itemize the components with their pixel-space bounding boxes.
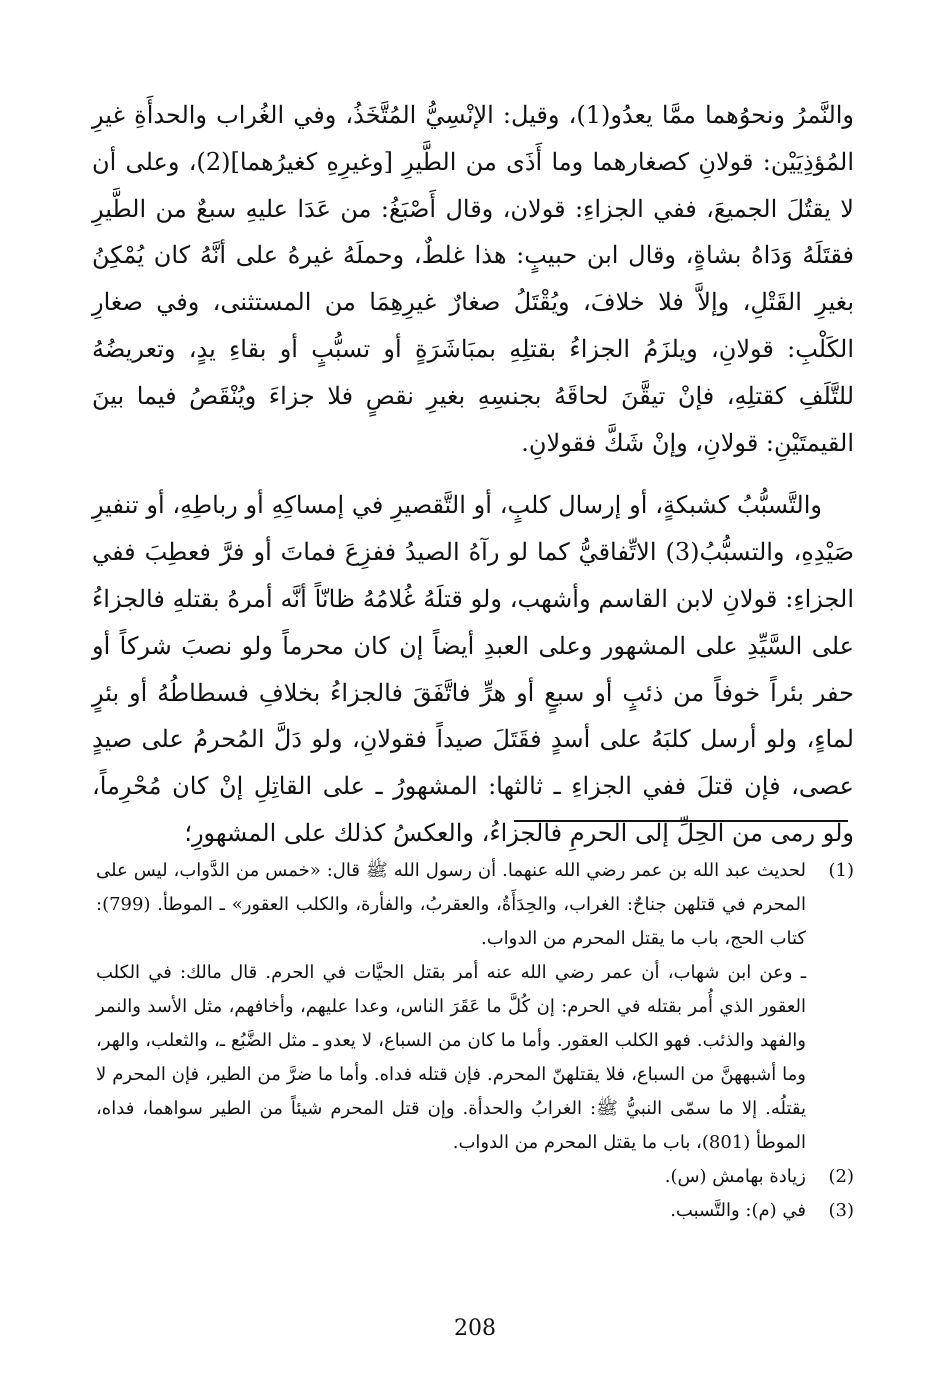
footnote <box>96 854 854 1160</box>
footnote-text: في (م): والتَّسبب. <box>670 1200 806 1221</box>
body-paragraph: والتَّسبُّبُ كشبكةٍ، أو إرسال كلبٍ، أو التَّقصيرِ في إمساكِهِ أو رباطِهِ، أو تنفيرِ صَيْدِهِ، والتسبُّبُ(3) الاتِّفاقيُّ كما لو رآهُ الصيدُ ففزِعَ فماتَ أو فرَّ فعطِبَ ففي الجزاءِ: قولانِ لابن القاسم وأشهب، ولو قتلَهُ غُلامُهُ ظانّاً أنَّه أمرهُ بقتلهِ فالجزاءُ على السَّيِّدِ على المشهور وعلى العبدِ أيضاً إن كان محرماً ولو نصبَ شركاً أو حفر بئراً خوفاً من ذئبٍ أو سبعٍ أو هرٍّ فاتَّفَقَ فالجزاءُ بخلافِ فسطاطُهُ أو بئرٍ لماءٍ، ولو أرسل كلبَهُ على أسدٍ فقَتَلَ صيداً فقولانِ، ولو دَلَّ المُحرمُ على صيدٍ عصى، فإن قتلَ ففي الجزاءِ ـ ثالثها: المشهورُ ـ على القاتِلِ إنْ كان مُحْرِماً، ولو رمى من الحِلِّ إلى الحرمِ فالجزاءُ، والعكسُ كذلك على المشهورِ؛ <box>92 491 855 847</box>
footnote-divider <box>514 820 848 822</box>
footnotes <box>96 854 854 1228</box>
page-number: 208 <box>454 1316 496 1341</box>
footnote-number: (1) <box>828 860 854 881</box>
footnote <box>96 1194 854 1228</box>
footnote-text: لحديث عبد الله بن عمر رضي الله عنهما. أن رسول الله ﷺ قال: «خمس من الدَّواب، ليس على المحرم في قتلهن جناحٌ: الغراب، والحِدَأَةُ، والعقربُ، والفأرة، والكلب العقور» ـ الموطأ. (799): كتاب الحج، باب ما يقتل المحرم من الدواب. <box>96 860 806 949</box>
footnote-text: ـ وعن ابن شهاب، أن عمر رضي الله عنه أمر بقتل الحيَّات في الحرم. قال مالك: في الكلب العقور الذي أُمر بقتله في الحرم: إن كُلَّ ما عَقَرَ الناس، وعدا عليهم، وأخافهم، مثل الأسد والنمر والفهد والذئب. فهو الكلب العقور. وأما ما كان من السباع، لا يعدو ـ مثل الضَّبُع ـ، والثعلب، والهر، وما أشبههنَّ من السباع، فلا يقتلهنّ المحرم. فإن قتله فداه. وأما ما ضرَّ من الطير، فإن المحرم لا يقتلُه. إلا ما سمّى النبيُّ ﷺ: الغرابُ والحدأة. وإن قتل المحرم شيئاً من الطير سواهما، فداه، الموطأ (801)، باب ما يقتل المحرم من الدواب. <box>96 962 806 1153</box>
footnote <box>96 1160 854 1194</box>
body-paragraph: والنَّمرُ ونحوُهما ممَّا يعدُو(1)، وقيل: الإنْسِيُّ المُتَّخَذُ، وفي الغُراب والحدأَةِ غيرِ المُؤذِيَيْن: قولانِ كصغارهما وما أَذَى من الطَّيرِ [وغيرِهِ كغيرُهما](2)، وعلى أن لا يقتُلَ الجميعَ، ففي الجزاءِ: قولان، وقال أَصْبَغُ: من عَدَا عليهِ سبعٌ من الطَّيرِ فقتَلَهُ وَدَاهُ بشاةٍ، وقال ابن حبيبٍ: هذا غلطٌ، وحملَهُ غيرهُ على أنَّهُ كان يُمْكِنُ بغيرِ القَتْلِ، وإلاَّ فلا خلافَ، ويُقْتَلُ صغارٌ غيرِهِمَا من المستثنى، وفي صغارِ الكَلْبِ: قولانِ، ويلزَمُ الجزاءُ بقتلِهِ بمبَاشَرَةٍ أو تسبُّبٍ أو بقاءِ يدٍ، وتعريضُهُ للتَّلَفِ كقتلِهِ، فإنْ تيقَّنَ لحاقَهُ بجنسِهِ بغيرِ نقصٍ فلا جزاءَ ويُنْقَصُ فيما بينَ القيمتَيْنِ: قولانِ، وإنْ شَكَّ فقولانِ. <box>92 101 855 457</box>
footnote-text: زيادة بهامش (س). <box>664 1166 806 1187</box>
footnote-number: (3) <box>828 1200 854 1221</box>
footnote-number: (2) <box>828 1166 854 1187</box>
main-text <box>92 92 854 857</box>
